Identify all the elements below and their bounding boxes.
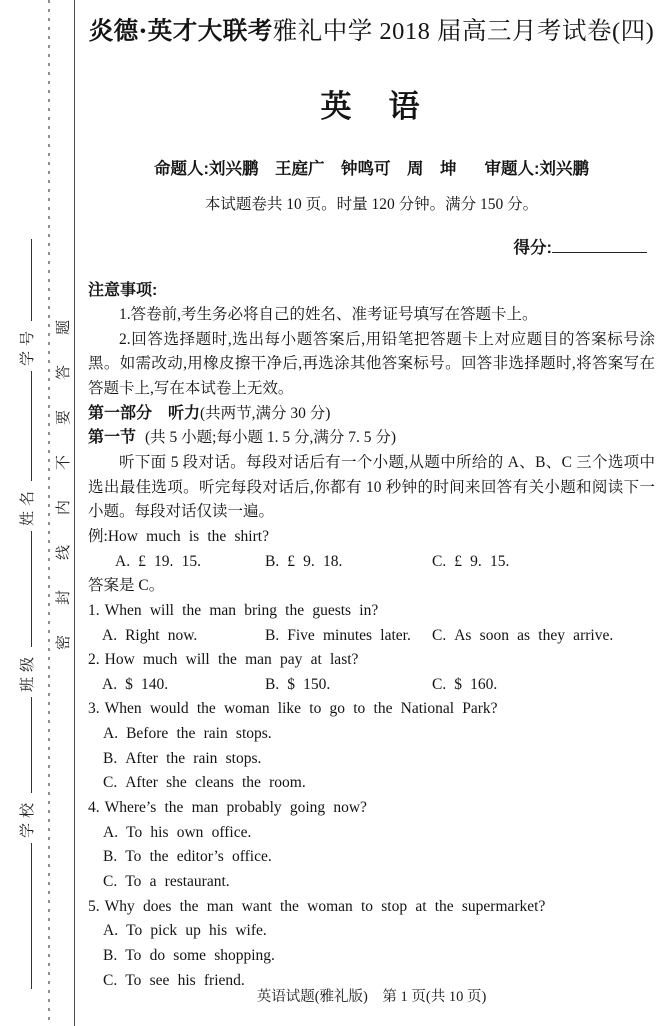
page-footer: 英语试题(雅礼版) 第 1 页(共 10 页) (256, 989, 487, 1005)
exam-series-title: 炎德·英才大联考 (88, 16, 273, 45)
exam-page-content (88, 0, 655, 993)
school-blank-line (14, 843, 32, 989)
question-2-option-b: B. $ 150. (265, 675, 331, 693)
question-setters: 命题人:刘兴鹏 王庭广 钟鸣可 周 坤 (154, 160, 457, 178)
example-options-row (88, 550, 655, 575)
school-label: 学校 (20, 797, 36, 838)
notice-item-2: 2.回答选择题时,选出每小题答案后,用铅笔把答题卡上对应题目的答案标号涂黑。如需改动,用橡皮擦干净后,再选涂其他答案标号。回答非选择题时,将答案写在答题卡上,写在本试卷上无效。 (88, 330, 655, 397)
question-3-option-a: A. Before the rain stops. (103, 725, 272, 743)
question-5-option-b: B. To do some shopping. (103, 947, 275, 965)
question-3-option-c: C. After she cleans the room. (103, 774, 306, 792)
notice-item-1: 1.答卷前,考生务必将自己的姓名、准考证号填写在答题卡上。 (119, 306, 538, 323)
score-line (88, 234, 655, 260)
page-border-line (74, 0, 75, 1026)
question-2: 2. How much will the man pay at last? (88, 651, 359, 669)
question-3: 3. When would the woman like to go to the National Park? (88, 700, 498, 718)
example-question (88, 525, 655, 550)
setters-line (88, 157, 655, 182)
listening-instructions: 听下面 5 段对话。每段对话后有一个小题,从题中所给的 A、B、C 三个选项中选出最佳选项。听完每段对话后,你都有 10 秒钟的时间来回答有关小题和阅读下一小题。每段对话仅读一遍。 (88, 453, 655, 521)
example-option-b: B. £ 9. 18. (265, 552, 343, 570)
question-1-option-c: C. As soon as they arrive. (432, 626, 614, 644)
seal-margin-fields (14, 116, 42, 994)
question-4-option-a: A. To his own office. (103, 823, 252, 841)
part1-heading-bold: 第一部分 听力 (88, 404, 201, 422)
section1-heading-note: (共 5 小题;每小题 1. 5 分,满分 7. 5 分) (145, 429, 397, 447)
question-1-option-a: A. Right now. (102, 626, 198, 644)
section1-heading (88, 426, 655, 451)
question-1-option-b: B. Five minutes later. (265, 626, 411, 644)
question-2-option-a: A. $ 140. (102, 675, 169, 693)
question-1: 1. When will the man bring the guests in? (88, 601, 379, 619)
paper-body (88, 303, 655, 993)
question-2-option-c: C. $ 160. (432, 675, 498, 693)
example-answer-note: 答案是 C。 (88, 577, 165, 595)
part1-heading (88, 402, 655, 427)
example-label: 例: (88, 527, 108, 545)
student-id-blank-line (14, 371, 32, 481)
part1-heading-note: (共两节,满分 30 分) (200, 404, 331, 422)
question-4: 4. Where’s the man probably going now? (88, 799, 367, 817)
question-1-options-row (88, 624, 655, 649)
question-3-option-b: B. After the rain stops. (103, 749, 262, 767)
class-label: 班级 (20, 651, 36, 692)
seal-notice-text: 密封线内不要答题 (56, 289, 72, 650)
name-label: 姓名 (20, 485, 36, 526)
paper-info-line: 本试题卷共 10 页。时量 120 分钟。满分 150 分。 (204, 196, 539, 213)
score-label: 得分: (513, 239, 552, 257)
section1-heading-bold: 第一节 (88, 429, 137, 447)
question-5-option-c: C. To see his friend. (103, 971, 245, 989)
exam-paper-title: 雅礼中学 2018 届高三月考试卷(四) (272, 18, 655, 45)
trailing-blank-line (14, 239, 32, 321)
example-option-a: A. £ 19. 15. (115, 552, 202, 570)
example-question-text: How much is the shirt? (107, 527, 269, 545)
notice-heading: 注意事项: (88, 282, 158, 299)
student-id-label: 学号 (20, 325, 36, 366)
score-blank-line (552, 234, 647, 253)
exam-title-line (88, 14, 655, 49)
question-4-option-c: C. To a restaurant. (103, 873, 230, 891)
subject-title: 英 语 (320, 89, 423, 124)
seal-dashed-line (48, 0, 50, 1026)
name-blank-line (14, 531, 32, 647)
question-reviewer: 审题人:刘兴鹏 (484, 160, 589, 178)
example-option-c: C. £ 9. 15. (432, 552, 510, 570)
question-5: 5. Why does the man want the woman to stop at the supermarket? (88, 897, 546, 915)
question-4-option-b: B. To the editor’s office. (103, 848, 272, 866)
question-2-options-row (88, 673, 655, 698)
class-blank-line (14, 697, 32, 793)
question-5-option-a: A. To pick up his wife. (103, 922, 267, 940)
